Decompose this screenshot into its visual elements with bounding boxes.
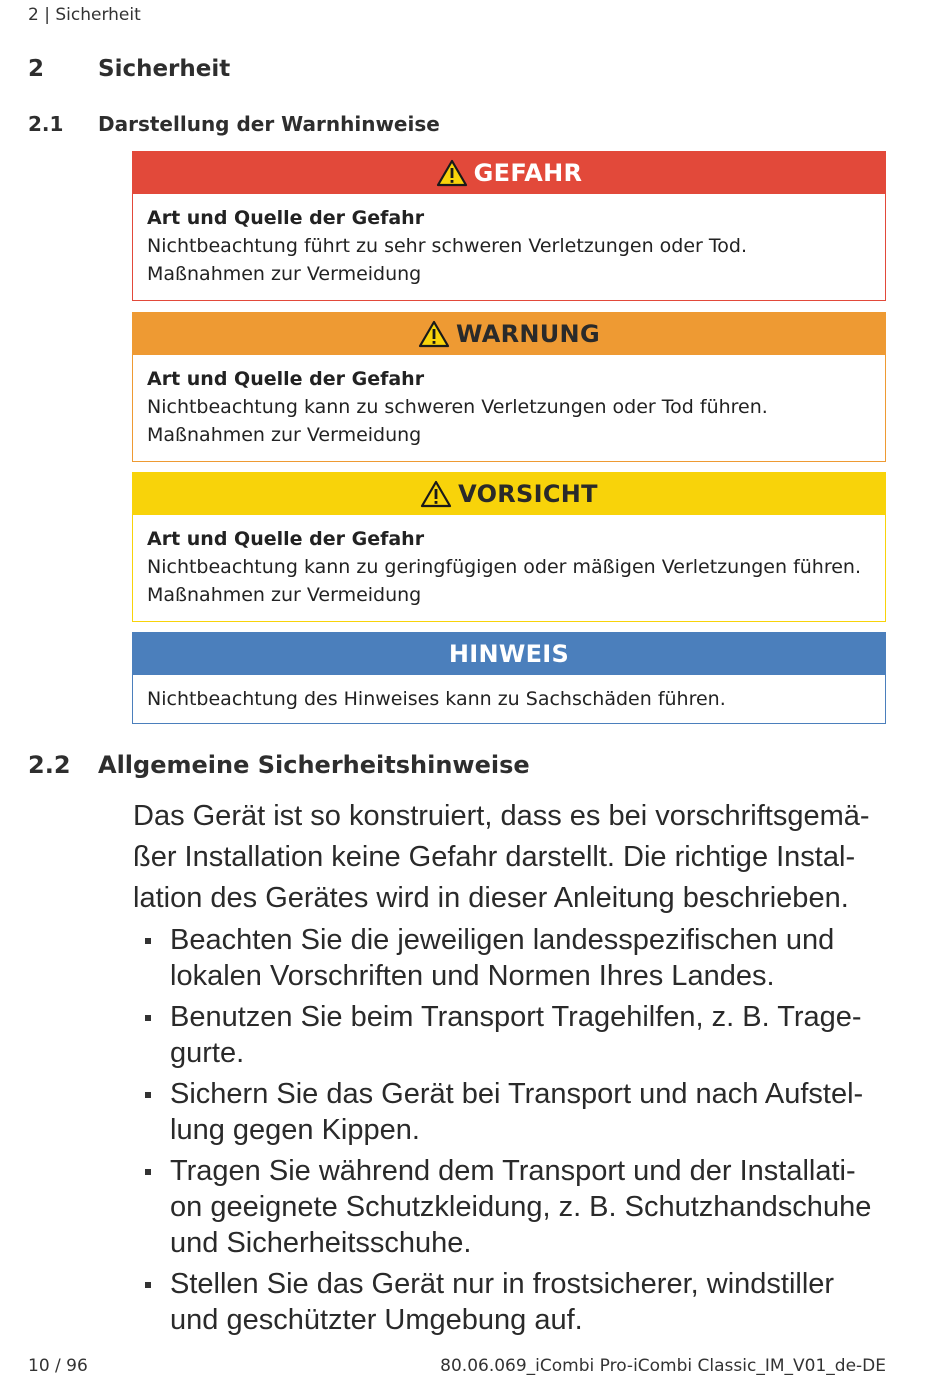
bullet-square-icon [145, 1015, 151, 1021]
list-item-line: Sichern Sie das Gerät bei Transport und nach Aufstel- [170, 1078, 864, 1110]
subsection-number: 2.1 [28, 112, 64, 136]
subsection-title: Allgemeine Sicherheitshinweise [98, 751, 530, 779]
warning-title: GEFAHR [473, 159, 583, 187]
list-item [140, 999, 900, 1071]
bullet-square-icon [145, 1282, 151, 1288]
section-title: Sicherheit [98, 56, 231, 82]
hazard-consequence: Nichtbeachtung kann zu schweren Verletzungen oder Tod führen. [147, 396, 768, 418]
bullet-square-icon [145, 1169, 151, 1175]
running-header: 2 | Sicherheit [28, 5, 141, 25]
hazard-source: Art und Quelle der Gefahr [147, 207, 425, 229]
warning-title: VORSICHT [458, 480, 598, 508]
warning-box-notice [132, 632, 886, 724]
list-item-line: Stellen Sie das Gerät nur in frostsicherer, windstiller [170, 1268, 835, 1300]
section-heading [28, 56, 231, 82]
safety-bullet-list [140, 922, 900, 1343]
hazard-source: Art und Quelle der Gefahr [147, 528, 425, 550]
intro-line: lation des Gerätes wird in dieser Anleitung beschrieben. [133, 882, 849, 914]
warning-body [133, 675, 885, 723]
subsection-heading-2-1 [28, 112, 440, 136]
hazard-consequence: Nichtbeachtung kann zu geringfügigen oder mäßigen Verletzungen führen. [147, 556, 862, 578]
intro-line: Das Gerät ist so konstruiert, dass es bei vorschriftsgemä- [133, 800, 870, 832]
list-item-line: lokalen Vorschriften und Normen Ihres Landes. [170, 960, 775, 992]
list-item-line: Benutzen Sie beim Transport Tragehilfen, z. B. Trage- [170, 1001, 862, 1033]
subsection-number: 2.2 [28, 751, 71, 779]
warning-triangle-icon [420, 480, 452, 508]
list-item [140, 1266, 900, 1338]
warning-header-caution [133, 473, 885, 515]
warning-triangle-icon [418, 320, 450, 348]
warning-body [133, 515, 885, 621]
warning-box-caution [132, 472, 886, 622]
subsection-heading-2-2 [28, 751, 530, 779]
warning-triangle-icon [436, 159, 468, 187]
list-item-line: lung gegen Kippen. [170, 1114, 420, 1146]
bullet-square-icon [145, 1092, 151, 1098]
list-item-line: und geschützter Umgebung auf. [170, 1304, 583, 1336]
warning-header-warning [133, 313, 885, 355]
list-item [140, 1153, 900, 1261]
intro-paragraph [133, 796, 893, 919]
hazard-consequence: Nichtbeachtung führt zu sehr schweren Verletzungen oder Tod. [147, 235, 747, 257]
warning-box-danger [132, 151, 886, 301]
warning-header-danger [133, 152, 885, 194]
list-item-line: gurte. [170, 1037, 245, 1069]
warning-title: WARNUNG [456, 320, 600, 348]
warning-header-notice [133, 633, 885, 675]
subsection-title: Darstellung der Warnhinweise [98, 112, 440, 136]
warning-body [133, 194, 885, 300]
bullet-square-icon [145, 938, 151, 944]
notice-consequence: Nichtbeachtung des Hinweises kann zu Sachschäden führen. [147, 688, 726, 710]
list-item-line: on geeignete Schutzkleidung, z. B. Schutzhandschuhe [170, 1191, 872, 1223]
warning-title: HINWEIS [448, 640, 570, 668]
hazard-measures: Maßnahmen zur Vermeidung [147, 424, 422, 446]
hazard-source: Art und Quelle der Gefahr [147, 368, 425, 390]
page-number: 10 / 96 [28, 1356, 88, 1376]
warning-box-warning [132, 312, 886, 462]
hazard-measures: Maßnahmen zur Vermeidung [147, 263, 422, 285]
section-number: 2 [28, 56, 45, 82]
intro-line: ßer Installation keine Gefahr darstellt. Die richtige Instal- [133, 841, 856, 873]
document-id: 80.06.069_iCombi Pro-iCombi Classic_IM_V01_de-DE [440, 1356, 886, 1376]
list-item-line: und Sicherheitsschuhe. [170, 1227, 472, 1259]
warning-body [133, 355, 885, 461]
list-item [140, 1076, 900, 1148]
list-item-line: Tragen Sie während dem Transport und der Installati- [170, 1155, 856, 1187]
list-item-line: Beachten Sie die jeweiligen landesspezifischen und [170, 924, 835, 956]
hazard-measures: Maßnahmen zur Vermeidung [147, 584, 422, 606]
list-item [140, 922, 900, 994]
